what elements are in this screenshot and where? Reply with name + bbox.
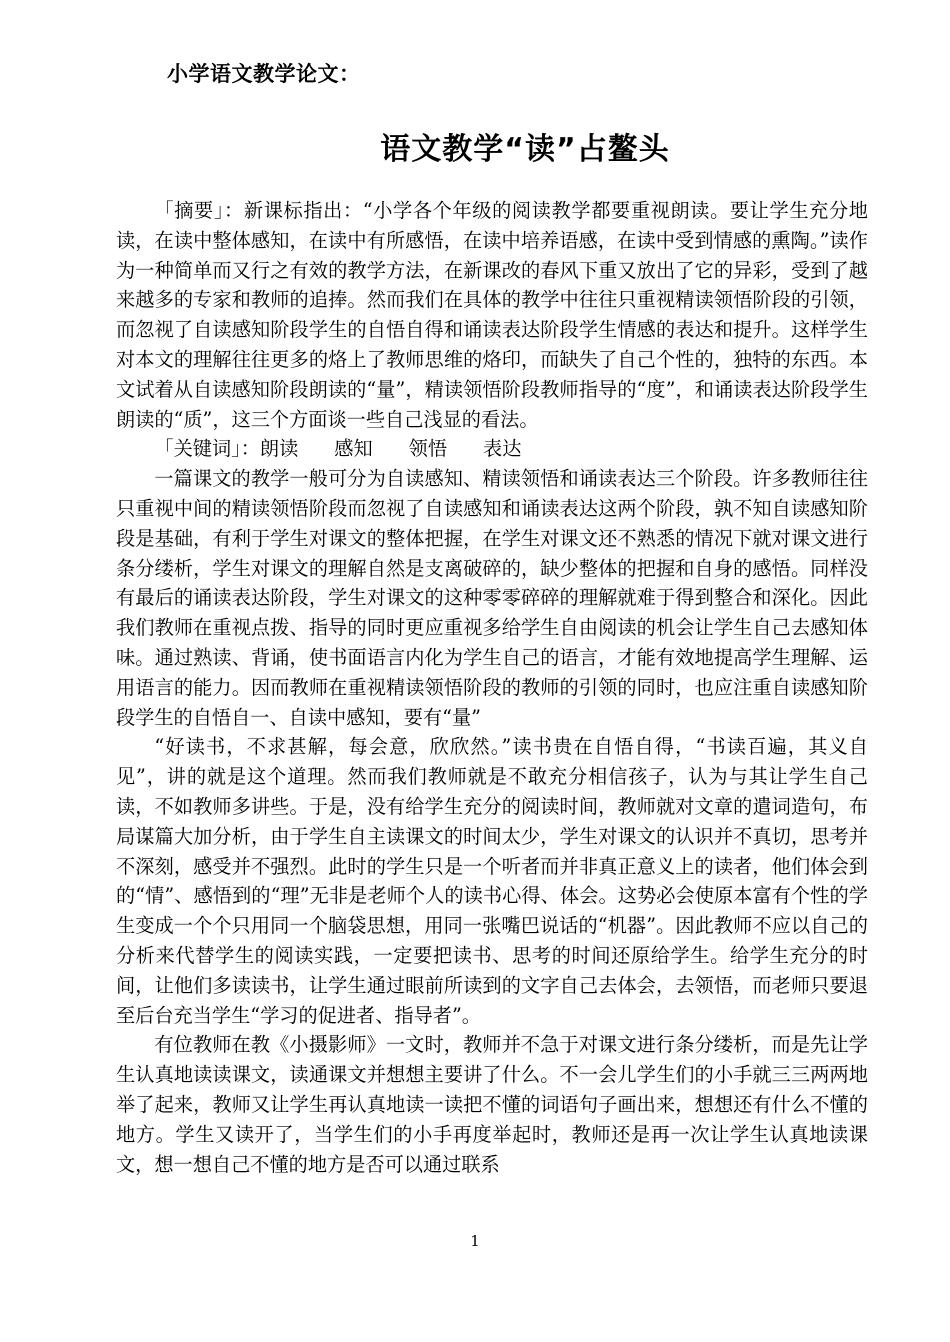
keyword: 朗读 bbox=[259, 437, 299, 461]
page-title: 语文教学“读”占鳌头 bbox=[380, 132, 670, 167]
keyword: 领悟 bbox=[408, 437, 448, 461]
body-paragraph: 一篇课文的教学一般可分为自读感知、精读领悟和诵读表达三个阶段。许多教师往往只重视中间的精读领悟阶段而忽视了自读感知和诵读表达这两个阶段，孰不知自读感知阶段是基础，有利于学生对课文的整体把握，在学生对课文还不熟悉的情况下就对课文进行条分缕析，学生对课文的理解自然是支离破碎的，缺少整体的把握和自身的感悟。同样没有最后的诵读表达阶段，学生对课文的这种零零碎碎的理解就难于得到整合和深化。因此我们教师在重视点拨、指导的同时更应重视多给学生自由阅读的机会让学生自己去感知体味。通过熟读、背诵，使书面语言内化为学生自己的语言，才能有效地提高学生理解、运用语言的能力。因而教师在重视精读领悟阶段的教师的引领的同时，也应注重自读感知阶段学生的自悟自一、自读中感知，要有“量” bbox=[116, 467, 868, 729]
document-body bbox=[116, 196, 868, 1179]
paper-category-label: 小学语文教学论文： bbox=[167, 62, 361, 86]
keywords-label: 「关键词」： bbox=[154, 437, 260, 461]
body-paragraph: 有位教师在教《小摄影师》一文时，教师并不急于对课文进行条分缕析，而是先让学生认真地读读课文，读通课文并想想主要讲了什么。不一会儿学生们的小手就三三两两地举了起来，教师又让学生再认真地读一读把不懂的词语句子画出来，想想还有什么不懂的地方。学生又读开了，当学生们的小手再度举起时，教师还是再一次让学生认真地读课文，想一想自己不懂的地方是否可以通过联系 bbox=[116, 1033, 868, 1176]
body-paragraph: “好读书，不求甚解，每会意，欣欣然。”读书贵在自悟自得，“书读百遍，其义自见”，讲的就是这个道理。然而我们教师就是不敢充分相信孩子，认为与其让学生自己读，不如教师多讲些。于是，没有给学生充分的阅读时间，教师就对文章的遣词造句，布局谋篇大加分析，由于学生自主读课文的时间太少，学生对课文的认识并不真切，思考并不深刻，感受并不强烈。此时的学生只是一个听者而并非真正意义上的读者，他们体会到的“情”、感悟到的“理”无非是老师个人的读书心得、体会。这势必会使原本富有个性的学生变成一个个只用同一个脑袋思想，用同一张嘴巴说话的“机器”。因此教师不应以自己的分析来代替学生的阅读实践，一定要把读书、思考的时间还原给学生。给学生充分的时间，让他们多读读书，让学生通过眼前所读到的文字自己去体会，去领悟，而老师只要退至后台充当学生“学习的促进者、指导者”。 bbox=[116, 735, 868, 1027]
page-number: 1 bbox=[470, 1232, 480, 1250]
keywords-line bbox=[116, 434, 868, 464]
keyword: 感知 bbox=[334, 437, 373, 461]
abstract-paragraph: 「摘要」：新课标指出：“小学各个年级的阅读教学都要重视朗读。要让学生充分地读，在读中整体感知，在读中有所感悟，在读中培养语感，在读中受到情感的熏陶。”读作为一种简单而又行之有效的教学方法，在新课改的春风下重又放出了它的异彩，受到了越来越多的专家和教师的追捧。然而我们在具体的教学中往往只重视精读领悟阶段的引领，而忽视了自读感知阶段学生的自悟自得和诵读表达阶段学生情感的表达和提升。这样学生对本文的理解往往更多的烙上了教师思维的烙印，而缺失了自己个性的，独特的东西。本文试着从自读感知阶段朗读的“量”，精读领悟阶段教师指导的“度”，和诵读表达阶段学生朗读的“质”，这三个方面谈一些自己浅显的看法。 bbox=[116, 199, 868, 431]
keyword: 表达 bbox=[483, 437, 522, 461]
